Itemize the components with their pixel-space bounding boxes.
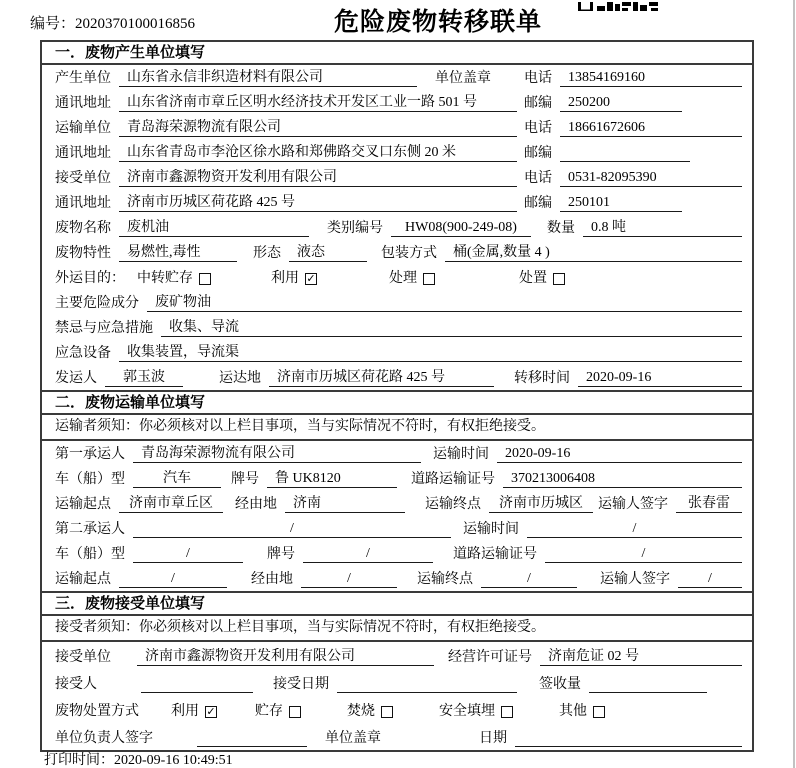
field-value: 济南市鑫源物资开发利用有限公司 — [137, 648, 434, 666]
field-label: 运输起点 — [55, 497, 111, 512]
field-value: 370213006408 — [503, 470, 742, 488]
field-label: 邮编 — [524, 146, 552, 161]
field-label: 单位盖章 — [435, 71, 491, 86]
field-value: 13854169160 — [560, 69, 742, 87]
field-label: 邮编 — [524, 96, 552, 111]
field-label: 签收量 — [539, 677, 581, 692]
field-label: 运输时间 — [463, 522, 519, 537]
checkbox-label: 中转贮存 — [137, 271, 193, 286]
field-value: 青岛海荣源物流有限公司 — [133, 445, 421, 463]
checkbox-group — [519, 270, 565, 287]
field-label: 外运目的： — [55, 271, 125, 286]
checkbox-group — [271, 270, 317, 287]
qr-code-fragment-icon — [578, 0, 662, 11]
checkbox-icon — [553, 273, 565, 285]
field-label: 包装方式 — [381, 246, 437, 261]
form-row-disposal-method — [42, 696, 752, 723]
field-label: 电话 — [524, 171, 552, 186]
field-label: 经由地 — [235, 497, 277, 512]
field-value: 废矿物油 — [147, 294, 742, 312]
field-value: 18661672606 — [560, 119, 742, 137]
field-value: 山东省永信非织造材料有限公司 — [119, 69, 417, 87]
field-value: 青岛海荣源物流有限公司 — [119, 119, 517, 137]
field-label: 经营许可证号 — [448, 650, 532, 665]
field-label: 通讯地址 — [55, 196, 111, 211]
field-label: 形态 — [253, 246, 281, 261]
checkbox-label: 利用 — [171, 704, 199, 719]
section-3-header: 三．废物接受单位填写 — [42, 591, 752, 616]
checkbox-icon: ✓ — [306, 271, 316, 285]
field-value: 山东省青岛市李沧区徐水路和郑佛路交叉口东侧 20 米 — [119, 144, 517, 162]
field-label: 废物名称 — [55, 221, 111, 236]
field-value: 山东省济南市章丘区明水经济技术开发区工业一路 501 号 — [119, 94, 517, 112]
form-row-responsible-signature — [42, 723, 752, 750]
document-number-label: 编号： — [30, 16, 76, 32]
field-label: 运输时间 — [433, 447, 489, 462]
form-row-shipper — [42, 365, 752, 390]
form-row-transporter-address — [42, 140, 752, 165]
field-label: 运输人签字 — [598, 497, 668, 512]
checkbox-group — [439, 703, 513, 720]
checkbox-icon — [289, 706, 301, 718]
field-label: 道路运输证号 — [411, 472, 495, 487]
field-value: 0531-82095390 — [560, 169, 742, 187]
page-title: 危险废物转移联单 — [333, 9, 543, 36]
form-row-transporter — [42, 115, 752, 140]
checkbox-group — [347, 703, 393, 720]
checkbox-icon — [199, 273, 211, 285]
field-value: 汽车 — [133, 470, 221, 488]
form-row-vehicle-2 — [42, 541, 752, 566]
checkbox-label: 贮存 — [255, 704, 283, 719]
field-label: 单位负责人签字 — [55, 731, 153, 746]
field-value: 张春雷 — [676, 495, 742, 513]
field-label: 运输起点 — [55, 572, 111, 587]
field-label: 电话 — [524, 121, 552, 136]
form-row-receiving-unit — [42, 642, 752, 669]
field-label: 类别编号 — [327, 221, 383, 236]
field-label: 废物特性 — [55, 246, 111, 261]
form-row-waste-name — [42, 215, 752, 240]
form-row-receiver — [42, 165, 752, 190]
form-row-receiver-address — [42, 190, 752, 215]
field-value: 济南危证 02 号 — [540, 648, 742, 666]
print-time — [44, 749, 233, 768]
page-edge-line — [793, 0, 795, 768]
field-value: 桶(金属,数量 4 ) — [445, 244, 742, 262]
field-value: 收集装置，导流渠 — [119, 344, 742, 362]
field-value: HW08(900-249-08) — [391, 219, 531, 237]
field-value: 易燃性,毒性 — [119, 244, 237, 262]
checkbox-group — [137, 270, 211, 287]
field-value: 废机油 — [119, 219, 309, 237]
checkbox-icon — [423, 273, 435, 285]
document-number-value: 2020370100016856 — [75, 16, 196, 32]
checkbox-group — [559, 703, 605, 720]
field-value: / — [481, 570, 577, 588]
field-label: 第二承运人 — [55, 522, 125, 537]
print-time-label: 打印时间： — [44, 753, 114, 768]
field-label: 产生单位 — [55, 71, 111, 86]
field-value — [589, 675, 707, 693]
field-label: 通讯地址 — [55, 146, 111, 161]
field-value: / — [133, 545, 243, 563]
form-row-vehicle-1 — [42, 466, 752, 491]
checkbox-group — [389, 270, 435, 287]
hazardous-waste-transfer-form — [40, 40, 754, 752]
field-label: 第一承运人 — [55, 447, 125, 462]
checkbox-icon — [593, 706, 605, 718]
field-value: 济南 — [285, 495, 405, 513]
checkbox-group — [255, 703, 301, 720]
checkbox-icon: ✓ — [206, 704, 216, 718]
field-label: 运输单位 — [55, 121, 111, 136]
field-value: / — [545, 545, 742, 563]
section-2-notice: 运输者须知：你必须核对以上栏目事项，当与实际情况不符时，有权拒绝接受。 — [42, 415, 752, 441]
field-value: 250200 — [560, 94, 682, 112]
field-value: 2020-09-16 — [578, 369, 742, 387]
field-value: 0.8 吨 — [583, 219, 742, 237]
field-value: 液态 — [289, 244, 367, 262]
section-3-notice: 接受者须知：你必须核对以上栏目事项，当与实际情况不符时，有权拒绝接受。 — [42, 616, 752, 642]
field-label: 单位盖章 — [325, 731, 381, 746]
print-time-value: 2020-09-16 10:49:51 — [114, 753, 233, 768]
field-label: 牌号 — [267, 547, 295, 562]
field-label: 主要危险成分 — [55, 296, 139, 311]
form-row-transfer-purpose — [42, 265, 752, 290]
field-value: 济南市章丘区 — [119, 495, 223, 513]
form-row-first-carrier — [42, 441, 752, 466]
field-value: 济南市鑫源物资开发利用有限公司 — [119, 169, 517, 187]
field-value: / — [527, 520, 742, 538]
checkbox-label: 利用 — [271, 271, 299, 286]
field-value: 济南市历城区荷花路 425 号 — [269, 369, 494, 387]
field-label: 废物处置方式 — [55, 704, 139, 719]
form-row-route-2 — [42, 566, 752, 591]
checkbox-group — [171, 703, 217, 720]
field-label: 应急设备 — [55, 346, 111, 361]
field-label: 接受单位 — [55, 171, 111, 186]
field-label: 接受单位 — [55, 650, 111, 665]
field-label: 日期 — [479, 731, 507, 746]
field-value: / — [133, 520, 451, 538]
section-2-header: 二．废物运输单位填写 — [42, 390, 752, 415]
form-row-producer — [42, 65, 752, 90]
field-label: 电话 — [524, 71, 552, 86]
field-label: 转移时间 — [514, 371, 570, 386]
checkbox-label: 处置 — [519, 271, 547, 286]
field-label: 道路运输证号 — [453, 547, 537, 562]
section-1-header: 一．废物产生单位填写 — [42, 42, 752, 65]
form-row-second-carrier — [42, 516, 752, 541]
field-value — [515, 729, 742, 747]
field-label: 牌号 — [231, 472, 259, 487]
field-label: 车（船）型 — [55, 472, 125, 487]
form-row-recipient — [42, 669, 752, 696]
field-value: / — [678, 570, 742, 588]
form-row-waste-property — [42, 240, 752, 265]
field-value — [337, 675, 517, 693]
document-number — [30, 12, 195, 33]
field-value: 2020-09-16 — [497, 445, 742, 463]
field-value — [560, 144, 690, 162]
field-label: 运达地 — [219, 371, 261, 386]
field-label: 禁忌与应急措施 — [55, 321, 153, 336]
field-label: 发运人 — [55, 371, 97, 386]
field-label: 经由地 — [251, 572, 293, 587]
field-value — [141, 675, 253, 693]
field-value: / — [119, 570, 227, 588]
form-row-producer-address — [42, 90, 752, 115]
field-label: 接受日期 — [273, 677, 329, 692]
field-label: 数量 — [547, 221, 575, 236]
field-label: 运输人签字 — [600, 572, 670, 587]
field-value: 郭玉波 — [105, 369, 183, 387]
form-row-hazard-component — [42, 290, 752, 315]
field-label: 邮编 — [524, 196, 552, 211]
field-label: 车（船）型 — [55, 547, 125, 562]
field-value: / — [301, 570, 397, 588]
field-value: 济南市历城区 — [489, 495, 593, 513]
form-row-emergency-measures — [42, 315, 752, 340]
checkbox-icon — [501, 706, 513, 718]
form-row-route-1 — [42, 491, 752, 516]
field-value — [197, 729, 307, 747]
checkbox-label: 焚烧 — [347, 704, 375, 719]
checkbox-icon — [381, 706, 393, 718]
field-value: / — [303, 545, 433, 563]
checkbox-label: 其他 — [559, 704, 587, 719]
field-label: 运输终点 — [425, 497, 481, 512]
field-value: 250101 — [560, 194, 682, 212]
checkbox-label: 处理 — [389, 271, 417, 286]
field-label: 运输终点 — [417, 572, 473, 587]
field-value: 鲁 UK8120 — [267, 470, 397, 488]
field-label: 接受人 — [55, 677, 97, 692]
checkbox-label: 安全填埋 — [439, 704, 495, 719]
field-value: 收集、导流 — [161, 319, 742, 337]
field-value: 济南市历城区荷花路 425 号 — [119, 194, 517, 212]
form-row-emergency-equipment — [42, 340, 752, 365]
field-label: 通讯地址 — [55, 96, 111, 111]
